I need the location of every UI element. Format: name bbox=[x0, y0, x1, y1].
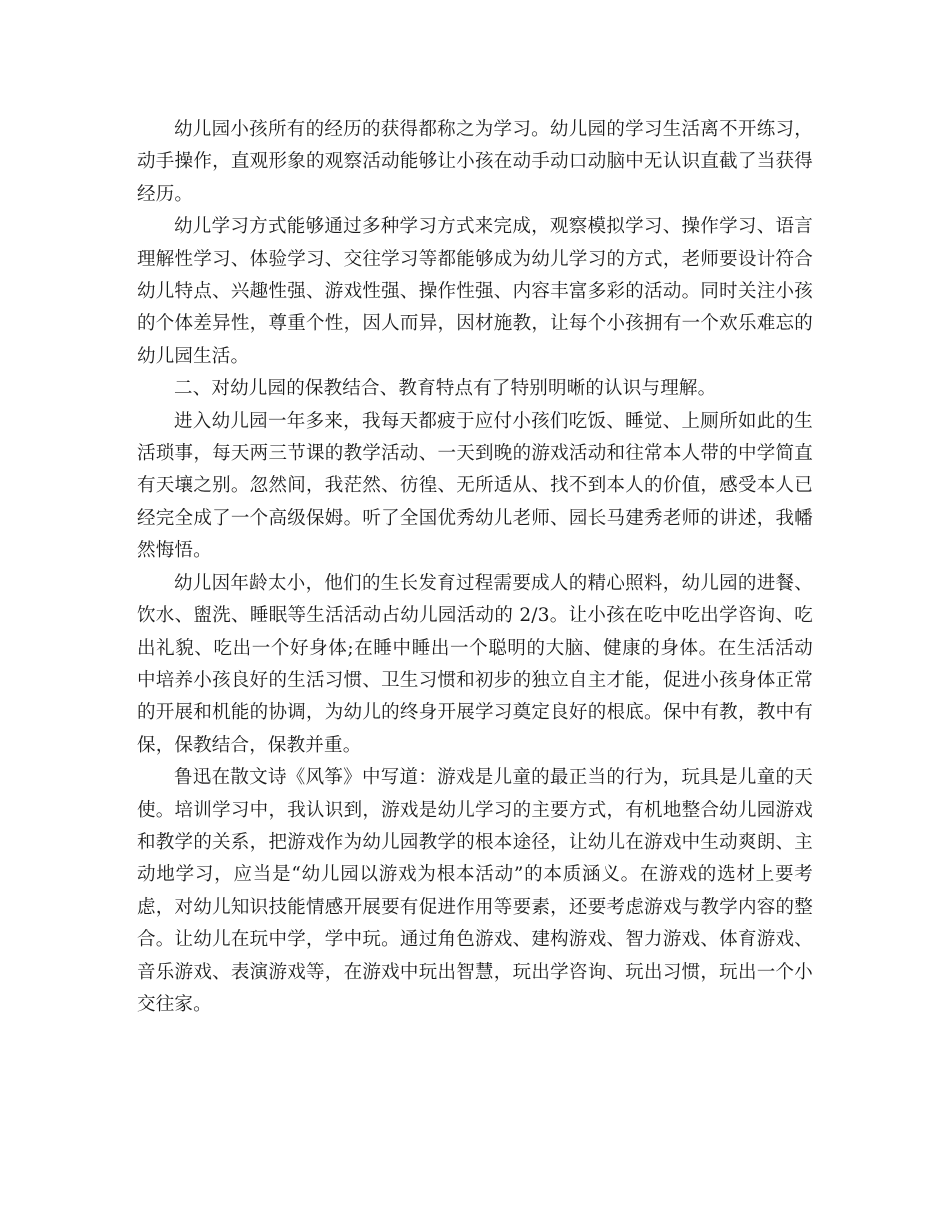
section-heading-2: 二、对幼儿园的保教结合、教育特点有了特别明晰的认识与理解。 bbox=[174, 378, 717, 400]
paragraph-1: 幼儿园小孩所有的经历的获得都称之为学习。幼儿园的学习生活离不开练习，动手操作，直观形象的观察活动能够让小孩在动手动口动脑中无认识直截了当获得经历。 bbox=[137, 119, 813, 205]
paragraph-4: 幼儿因年龄太小，他们的生长发育过程需要成人的精心照料，幼儿园的进餐、饮水、盥洗、睡眠等生活活动占幼儿园活动的 2/3。让小孩在吃中吃出学咨询、吃出礼貌、吃出一个好身体;在睡中睡出一个聪明的大脑、健康的身体。在生活活动中培养小孩良好的生活习惯、卫生习惯和初步的独立自主才能，促进小孩身体正常的开展和机能的协调，为幼儿的终身开展学习奠定良好的根底。保中有教，教中有保，保教结合，保教并重。 bbox=[137, 572, 813, 756]
document-body bbox=[137, 114, 813, 1021]
paragraph-5: 鲁迅在散文诗《风筝》中写道：游戏是儿童的最正当的行为，玩具是儿童的天使。培训学习中，我认识到，游戏是幼儿学习的主要方式，有机地整合幼儿园游戏和教学的关系，把游戏作为幼儿园教学的根本途径，让幼儿在游戏中生动爽朗、主动地学习，应当是“幼儿园以游戏为根本活动”的本质涵义。在游戏的选材上要考虑，对幼儿知识技能情感开展要有促进作用等要素，还要考虑游戏与教学内容的整合。让幼儿在玩中学，学中玩。通过角色游戏、建构游戏、智力游戏、体育游戏、音乐游戏、表演游戏等，在游戏中玩出智慧，玩出学咨询、玩出习惯，玩出一个小交往家。 bbox=[137, 767, 813, 1015]
paragraph-2: 幼儿学习方式能够通过多种学习方式来完成，观察模拟学习、操作学习、语言理解性学习、体验学习、交往学习等都能够成为幼儿学习的方式，老师要设计符合幼儿特点、兴趣性强、游戏性强、操作性强、内容丰富多彩的活动。同时关注小孩的个体差异性，尊重个性，因人而异，因材施教，让每个小孩拥有一个欢乐难忘的幼儿园生活。 bbox=[137, 216, 813, 367]
paragraph-3: 进入幼儿园一年多来，我每天都疲于应付小孩们吃饭、睡觉、上厕所如此的生活琐事，每天两三节课的教学活动、一天到晚的游戏活动和往常本人带的中学简直有天壤之别。忽然间，我茫然、彷徨、无所适从、找不到本人的价值，感受本人已经完全成了一个高级保姆。听了全国优秀幼儿老师、园长马建秀老师的讲述，我幡然悔悟。 bbox=[137, 410, 813, 562]
